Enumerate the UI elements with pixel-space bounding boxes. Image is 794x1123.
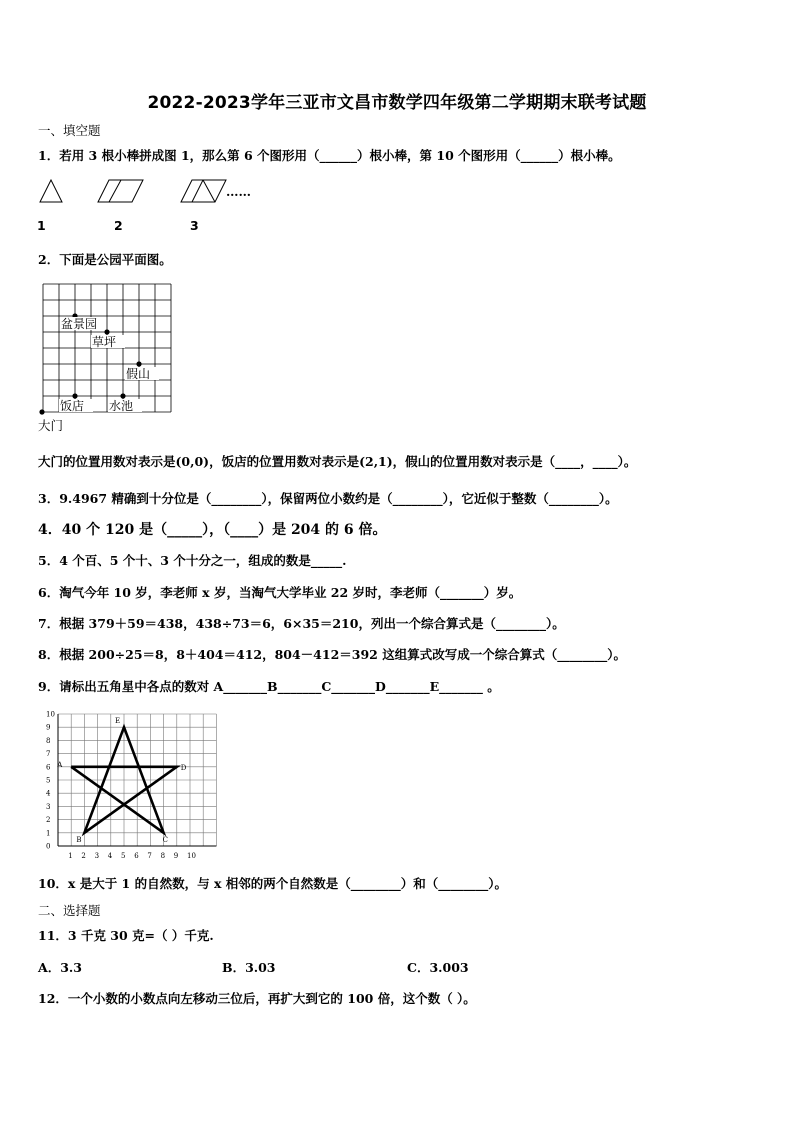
question-8: 8．根据 200÷25＝8，8＋404＝412，804－412＝392 这组算式改写成一个综合算式（________）。: [38, 647, 626, 662]
choice-a: A．3.3: [38, 960, 82, 975]
choice-c: C．3.003: [407, 960, 469, 975]
section-choice-heading: 二、选择题: [38, 903, 101, 918]
map-label-gate: 大门: [38, 418, 64, 433]
choice-b: B．3.03: [222, 960, 276, 975]
star-point-label-c: C: [162, 835, 168, 844]
triangle-figure-2: [98, 180, 143, 202]
star-point-label-b: B: [76, 835, 82, 844]
y-tick-label: 6: [46, 763, 51, 772]
question-2: 2．下面是公园平面图。: [38, 252, 172, 267]
x-tick-label: 8: [160, 852, 166, 860]
y-tick-label: 10: [46, 710, 55, 719]
continuation-dots: ……: [226, 184, 251, 199]
question-1: 1．若用 3 根小棒拼成图 1，那么第 6 个图形用（______）根小棒，第 10 个图形用（______）根小棒。: [38, 148, 621, 163]
map-place-label: 假山: [126, 367, 151, 381]
figure-3-edge-b: [203, 180, 215, 202]
x-tick-label: 10: [187, 852, 196, 860]
figure-2-diagonal: [109, 180, 121, 202]
x-tick-label: 3: [94, 852, 100, 860]
y-tick-label: 0: [46, 842, 51, 851]
question-9: 9．请标出五角星中各点的数对 A_______B_______C_______D_______E_______ 。: [38, 679, 500, 694]
question-3: 3．9.4967 精确到十分位是（________），保留两位小数约是（________），它近似于整数（________）。: [38, 491, 618, 506]
map-gate-dot: [39, 409, 44, 414]
map-place-dot: [136, 361, 141, 366]
x-tick-label: 1: [68, 852, 73, 860]
question-5: 5．4 个百、5 个十、3 个十分之一，组成的数是_____.: [38, 553, 347, 568]
y-tick-label: 5: [46, 776, 51, 785]
question-6: 6．淘气今年 10 岁，李老师 x 岁，当淘气大学毕业 22 岁时，李老师（_______）岁。: [38, 585, 522, 600]
star-coordinate-grid: [36, 706, 236, 864]
y-tick-label: 9: [46, 723, 51, 732]
question-10: 10．x 是大于 1 的自然数，与 x 相邻的两个自然数是（________）和（________）。: [38, 876, 508, 891]
x-tick-label: 4: [107, 852, 113, 860]
question-4: 4．40 个 120 是（_____），（____）是 204 的 6 倍。: [38, 522, 387, 538]
map-place-dot: [120, 393, 125, 398]
y-tick-label: 8: [46, 736, 51, 745]
figure-label-1: 1: [37, 218, 46, 233]
x-tick-label: 5: [121, 852, 126, 860]
y-tick-label: 4: [46, 789, 51, 798]
y-tick-label: 1: [46, 829, 51, 838]
y-tick-label: 2: [46, 816, 51, 825]
triangle-figure-1: [40, 180, 62, 202]
question-7: 7．根据 379＋59＝438，438÷73＝6，6×35＝210，列出一个综合算式是（________）。: [38, 616, 565, 631]
figure-3-edge-a: [192, 180, 203, 202]
map-place-label: 盆景园: [61, 317, 98, 331]
park-map-grid: [42, 284, 172, 412]
y-tick-label: 3: [46, 802, 51, 811]
star-point-label-e: E: [115, 717, 121, 726]
triangle-figure-3: [181, 180, 226, 202]
figure-label-3: 3: [190, 218, 199, 233]
question-11: 11．3 千克 30 克=（ ）千克.: [38, 928, 214, 943]
x-tick-label: 9: [173, 852, 179, 860]
page-title: 2022-2023学年三亚市文昌市数学四年级第二学期期末联考试题: [147, 93, 647, 113]
map-place-label: 草坪: [92, 335, 117, 349]
x-tick-label: 6: [134, 852, 139, 860]
x-tick-label: 2: [81, 852, 86, 860]
star-point-label-d: D: [180, 763, 187, 772]
y-tick-label: 7: [46, 750, 51, 759]
map-place-dot: [72, 393, 77, 398]
star-point-label-a: A: [57, 760, 63, 769]
map-place-label: 水池: [109, 399, 134, 413]
section-fill-blank-heading: 一、填空题: [38, 123, 101, 138]
map-place-label: 饭店: [60, 399, 85, 413]
map-place-dot: [104, 329, 109, 334]
question-12: 12．一个小数的小数点向左移动三位后，再扩大到它的 100 倍，这个数（ ）。: [38, 991, 476, 1006]
x-tick-label: 7: [147, 852, 152, 860]
question-2-text: 大门的位置用数对表示是(0,0)，饭店的位置用数对表示是(2,1)，假山的位置用数对表示是（____，____）。: [38, 454, 637, 469]
figure-label-2: 2: [114, 218, 123, 233]
